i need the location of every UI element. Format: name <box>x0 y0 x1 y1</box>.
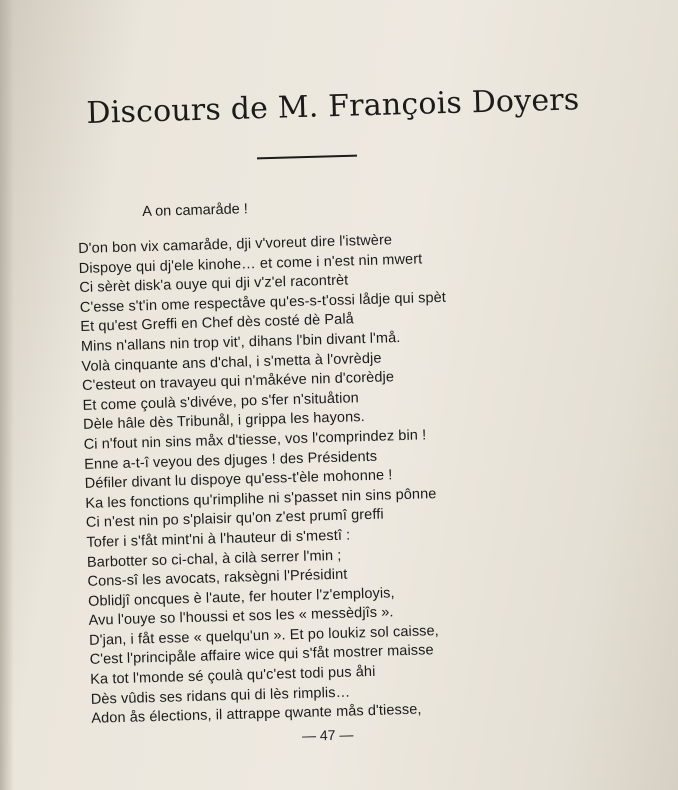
poem-line: C'esteut on travayeu qui n'måkéve nin d'corèdje <box>81 369 395 395</box>
poem-line: Ci sèrèt disk'a ouye qui dji v'z'el racontrèt <box>79 272 349 297</box>
poem-line: Enne a-t-î veyou des djuges ! des Présidents <box>84 448 378 473</box>
poem-line: Ci n'est nin po s'plaisir qu'on z'est prumî greffi <box>85 506 384 532</box>
title-divider <box>257 155 357 160</box>
poem-line: Dès vûdis ses ridans qui di lès rimplis… <box>90 684 351 708</box>
poem-line: Barbotter so ci-chal, à cilà serrer l'min ; <box>86 547 342 571</box>
poem-line: Cons-sî les avocats, raksègni l'Présidint <box>87 566 348 590</box>
page-number: — 47 — <box>301 726 354 744</box>
page-title: Discours de M. François Doyers <box>86 82 580 131</box>
poem-line: Tofer i s'fåt mint'ni à l'hauteur di s'mestî : <box>86 527 351 551</box>
poem-line: Oblidjî oncques è l'aute, fer houter l'z'employis, <box>87 584 395 610</box>
poem-line: C'esse s't'in ome respectåve qu'es-s-t'ossi lådje qui spèt <box>79 289 447 316</box>
poem-text <box>78 226 591 730</box>
poem-line: C'est l'principåle affaire wice qui s'fåt mostrer maisse <box>89 642 434 669</box>
poem-line: Avu l'ouye so l'houssi et sos les « messèdjîs ». <box>88 604 394 630</box>
poem-line: Dispoye qui dj'ele kinohe… et come i n'est nin mwert <box>78 250 423 277</box>
poem-line: Ka les fonctions qu'rimplihe ni s'passet nin sins pônne <box>85 485 437 512</box>
poem-line: Ka tot l'monde sé çoulà qu'c'est todi pus åhi <box>90 663 376 688</box>
poem-line: D'jan, i fåt esse « quelqu'un ». Et po loukiz sol caisse, <box>88 622 440 649</box>
poem-line: Dèle hâle dès Tribunål, i grippa les hayons. <box>82 409 365 434</box>
poem-line: Mins n'allans nin trop vit', dihans l'bin divant l'må. <box>80 330 401 355</box>
poem-line: Volà cinquante ans d'chal, i s'metta à l'ovrèdje <box>81 350 382 375</box>
poem-line: Défiler divant lu dispoye qu'ess-t'èle mohonne ! <box>84 467 393 493</box>
salutation: A on camaråde ! <box>142 201 248 220</box>
poem-line: Et qu'est Greffi en Chef dès costé dè Palå <box>80 311 355 336</box>
poem-line: Et come çoulà s'divéve, po s'fer n'situåtion <box>82 389 360 414</box>
poem-line: Ci n'fout nin sins måx d'tiesse, vos l'comprindez bin ! <box>83 427 427 453</box>
poem-line: D'on bon vix camaråde, dji v'voreut dire l'istwère <box>78 232 393 257</box>
poem-line: Adon ås élections, il attrappe qwante mås d'tiesse, <box>91 701 422 728</box>
